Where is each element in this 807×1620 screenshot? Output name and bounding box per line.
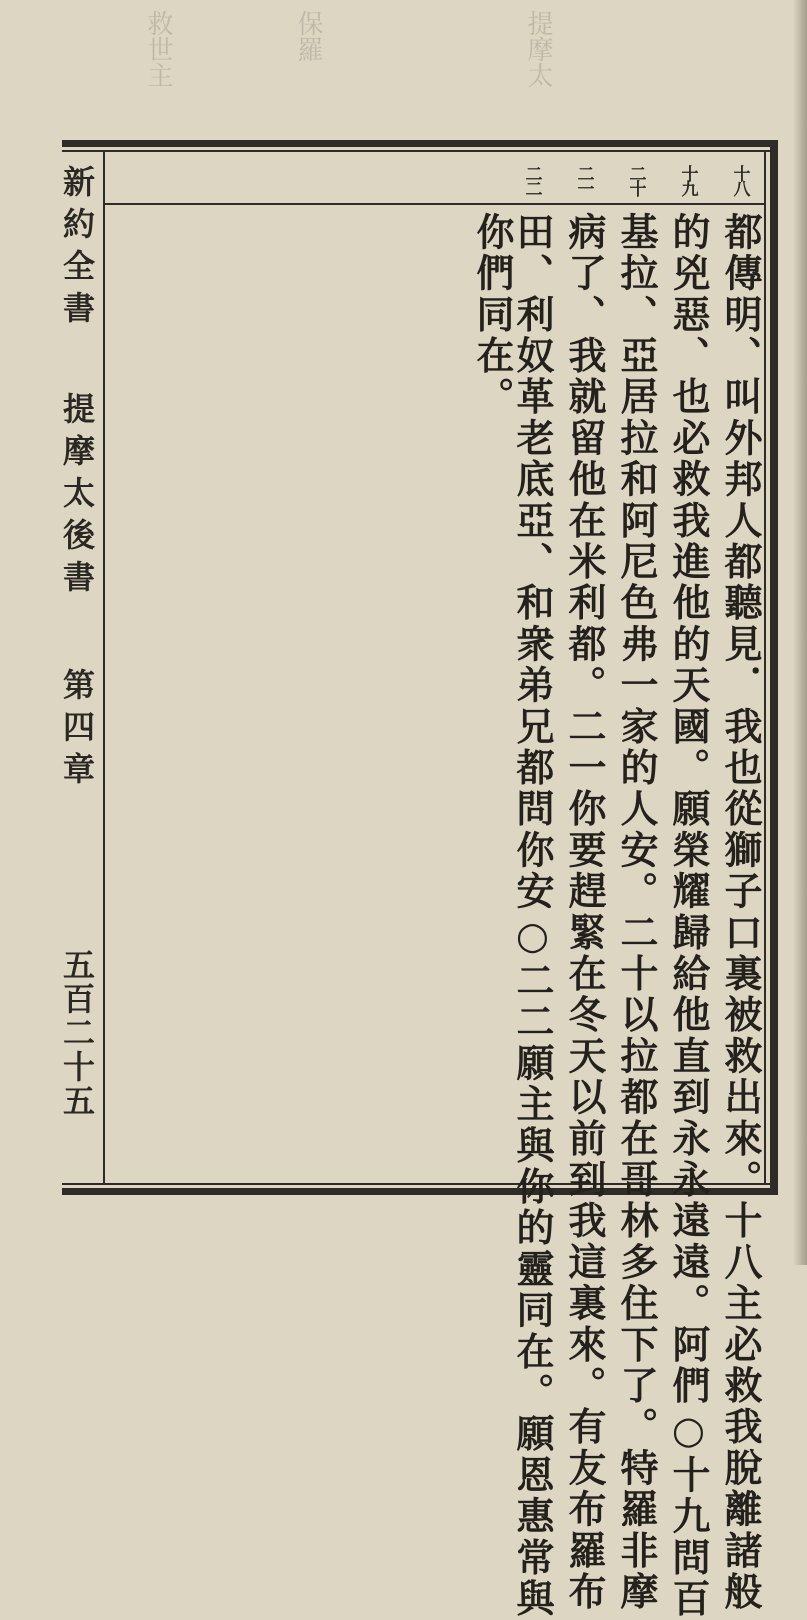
frame-left-rule <box>103 150 105 1183</box>
chapter-label: 第四章 <box>58 668 96 794</box>
text-column: 的兇惡、也必救我進他的天國。願榮耀歸給他直到永永遠遠。阿們○十九問百 <box>666 212 711 1620</box>
frame-top-inner-rule <box>62 150 778 152</box>
verse-number: 二二 <box>521 165 542 195</box>
text-column: 基拉、亞居拉和阿尼色弗一家的人安。二十以拉都在哥林多住下了。特羅非摩 <box>614 212 659 1613</box>
page-gutter-shadow <box>793 0 807 1265</box>
book-title: 新約全書 <box>58 165 96 333</box>
epistle-title: 提摩太後書 <box>58 392 96 602</box>
text-column: 病了、我就留他在米利都。二一你要趕緊在冬天以前到我這裏來。有友布羅布 <box>562 212 607 1613</box>
text-column: 田、利奴革老底亞、和衆弟兄都問你安○二二願主與你的靈同在。願恩惠常與 <box>510 212 555 1620</box>
verse-number-band-rule <box>105 203 764 205</box>
text-column: 都傳明、叫外邦人都聽見．我也從獅子口裏被救出來。十八主必救我脫離諸般 <box>718 212 763 1613</box>
verse-number: 二一 <box>573 165 594 195</box>
text-column: 你們同在。 <box>470 212 515 418</box>
frame-right-rule <box>770 140 778 1195</box>
page-number: 五百二十五 <box>58 948 96 1118</box>
frame-top-rule <box>62 140 778 147</box>
verse-number: 二十 <box>625 165 646 195</box>
verse-number: 十九 <box>677 165 698 195</box>
verse-number: 十八 <box>729 165 750 195</box>
show-through-text: 救世主 保羅 提摩太 <box>143 10 553 88</box>
